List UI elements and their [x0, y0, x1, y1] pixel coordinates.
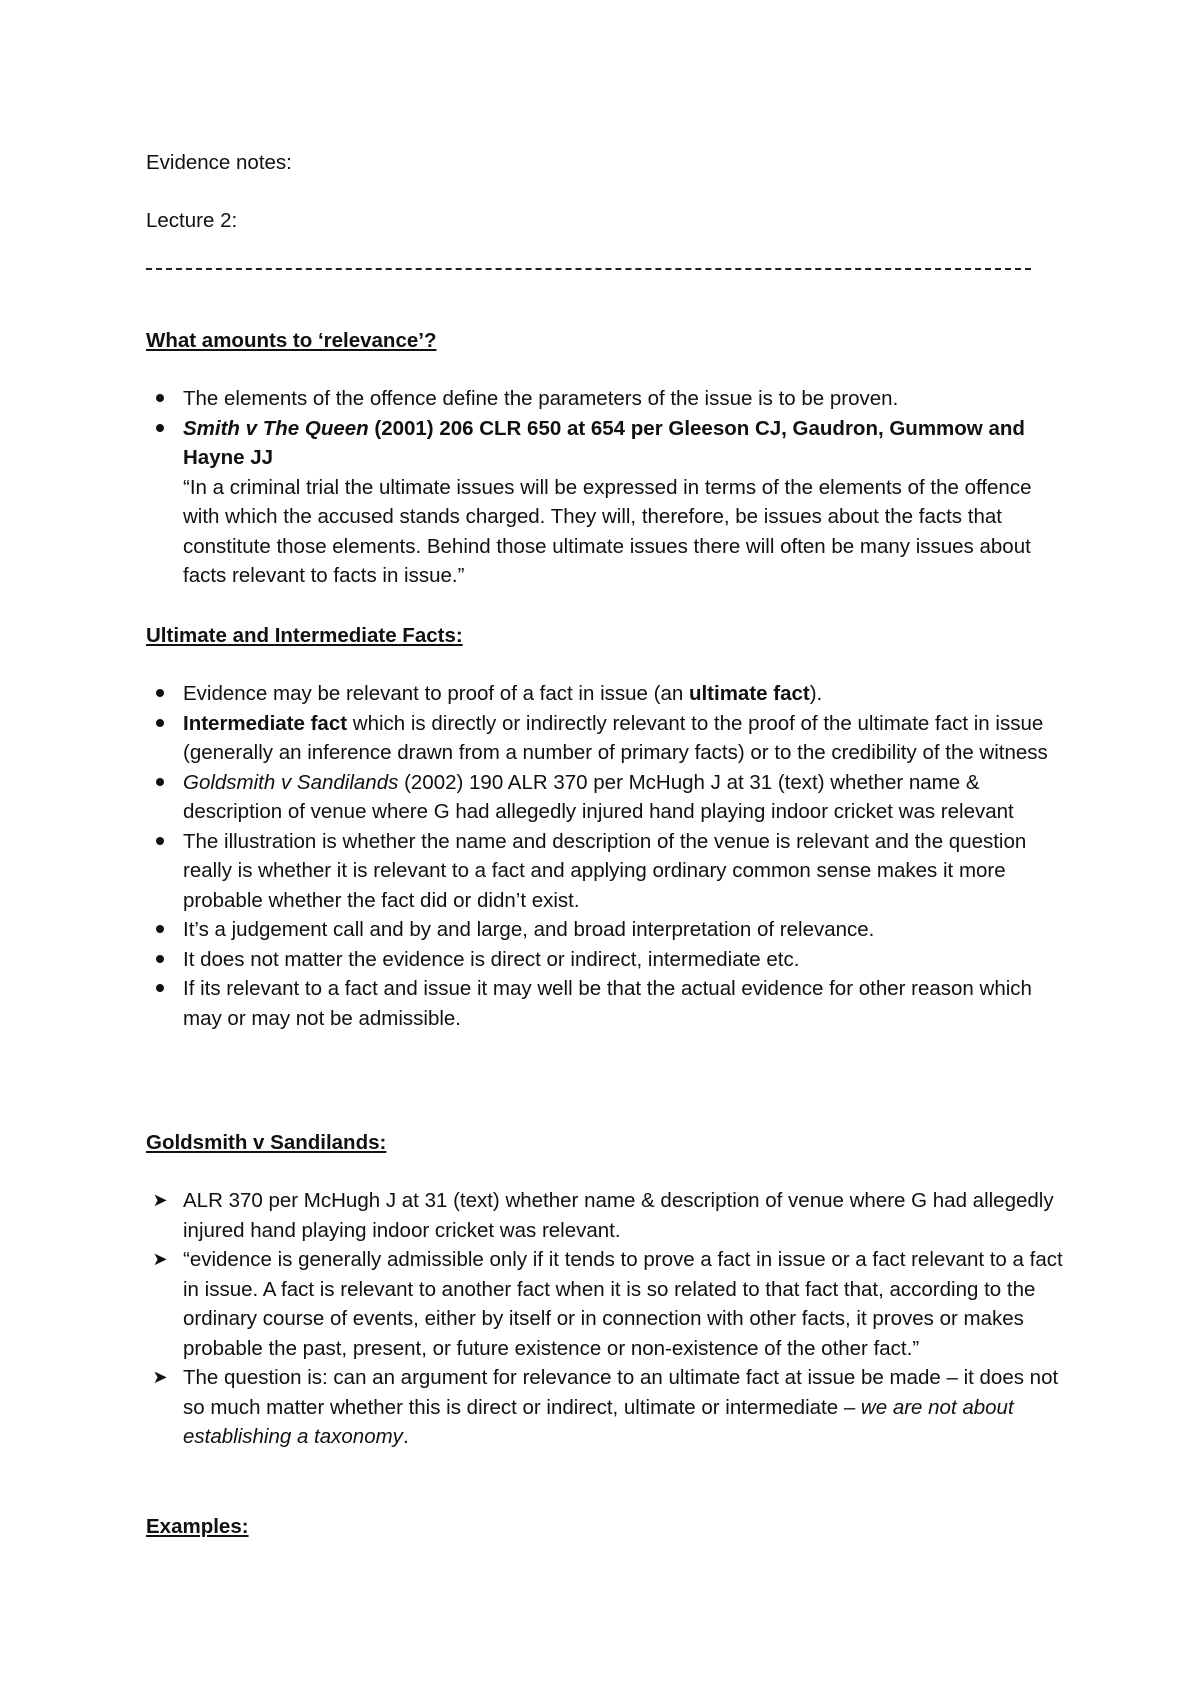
document-title: Evidence notes:: [146, 151, 292, 174]
list-item: It’s a judgement call and by and large, and broad interpretation of relevance.: [146, 915, 1066, 945]
list-item: ➤ “evidence is generally admissible only if it tends to prove a fact in issue or a fact relevant to a fact in issue. A fact is relevant to another fact when it is so related to that fact that, according to the ordinary course of events, either by itself or in connection with other facts, it proves or makes probable the past, present, or future existence or non-existence of the other fact.”: [146, 1245, 1066, 1363]
bullet-icon: [150, 915, 170, 945]
heading-relevance: What amounts to ‘relevance’?: [146, 329, 437, 352]
list-item: If its relevant to a fact and issue it may well be that the actual evidence for other reason which may or may not be admissible.: [146, 974, 1066, 1033]
list-item: Evidence may be relevant to proof of a fact in issue (an ultimate fact).: [146, 679, 1066, 709]
lecture-label: Lecture 2:: [146, 209, 238, 232]
list-item: It does not matter the evidence is direct or indirect, intermediate etc.: [146, 945, 1066, 975]
bullet-icon: [150, 384, 170, 414]
heading-examples: Examples:: [146, 1515, 249, 1538]
list-item: Intermediate fact which is directly or indirectly relevant to the proof of the ultimate fact in issue (generally an inference drawn from a number of primary facts) or to the credibility of the witness: [146, 709, 1066, 768]
list-item: The elements of the offence define the parameters of the issue is to be proven.: [146, 384, 1066, 414]
bullet-icon: [150, 768, 170, 798]
case-name: Smith v The Queen: [183, 416, 369, 440]
case-quote: “In a criminal trial the ultimate issues will be expressed in terms of the elements of the offence with which the accused stands charged. They will, therefore, be issues about the facts that constitute those elements. Behind those ultimate issues there will often be many issues about facts relevant to facts in issue.”: [183, 475, 1032, 587]
bullet-icon: [150, 974, 170, 1004]
bullet-icon: [150, 709, 170, 739]
bullet-icon: [150, 945, 170, 975]
arrow-bullet-icon: ➤: [152, 1249, 168, 1269]
bullet-icon: [150, 827, 170, 857]
arrow-bullet-icon: ➤: [152, 1190, 168, 1210]
list-item: [146, 414, 1066, 591]
heading-facts: Ultimate and Intermediate Facts:: [146, 624, 463, 647]
dashed-divider: [146, 268, 1031, 270]
list-item: Goldsmith v Sandilands (2002) 190 ALR 370 per McHugh J at 31 (text) whether name & description of venue where G had allegedly injured hand playing indoor cricket was relevant: [146, 768, 1066, 827]
list-item: ➤ ALR 370 per McHugh J at 31 (text) whether name & description of venue where G had allegedly injured hand playing indoor cricket was relevant.: [146, 1186, 1066, 1245]
bullet-icon: [150, 414, 170, 444]
list-item: ➤ The question is: can an argument for relevance to an ultimate fact at issue be made – it does not so much matter whether this is direct or indirect, ultimate or intermediate – we are not about establishing a taxonomy.: [146, 1363, 1066, 1452]
goldsmith-list: [146, 1186, 1066, 1452]
facts-list: [146, 679, 1066, 1033]
list-item: The illustration is whether the name and description of the venue is relevant and the question really is whether it is relevant to a fact and applying ordinary common sense makes it more probable whether the fact did or didn’t exist.: [146, 827, 1066, 916]
relevance-list: [146, 384, 1066, 591]
heading-goldsmith: Goldsmith v Sandilands:: [146, 1131, 387, 1154]
case-citation: (2001) 206 CLR 650 at 654 per Gleeson CJ, Gaudron, Gummow and Hayne JJ: [183, 416, 1025, 469]
arrow-bullet-icon: ➤: [152, 1367, 168, 1387]
bullet-icon: [150, 679, 170, 709]
